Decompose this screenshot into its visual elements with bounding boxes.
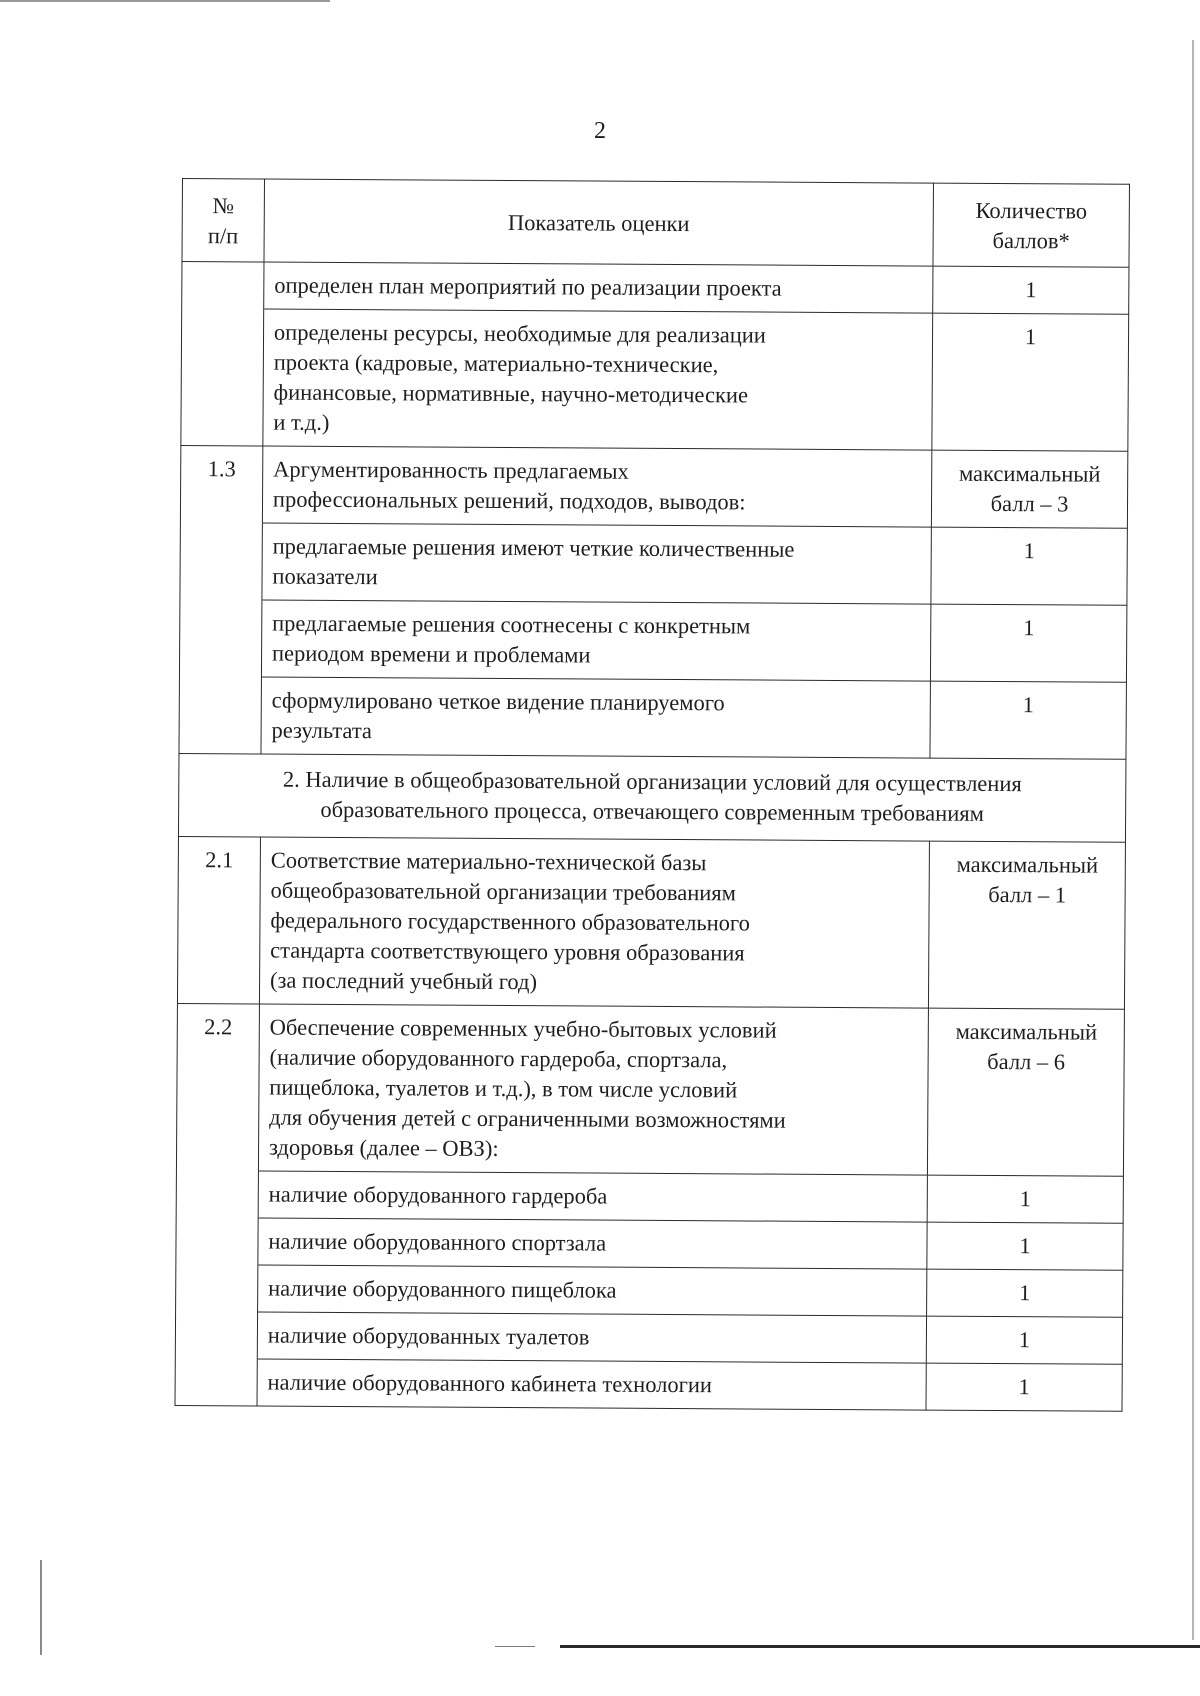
row-num: 2.1 [177, 836, 260, 1003]
table-row [176, 1217, 1123, 1270]
table-header-row [182, 179, 1129, 268]
row-indicator: Обеспечение современных учебно-бытовых условий (наличие оборудованного гардероба, спортзала, пищеблока, туалетов и т.д.), в том числе условий для обучения детей с ограниченными возможностями здоровья (далее – ОВЗ): [258, 1004, 928, 1175]
row-num [180, 522, 262, 599]
table-row [176, 1003, 1124, 1176]
scan-edge-bottom [560, 1645, 1200, 1648]
table-row [175, 1311, 1122, 1364]
table-row [180, 445, 1127, 528]
row-points: 1 [927, 1222, 1123, 1270]
row-points: 1 [932, 313, 1129, 451]
row-num [176, 1264, 258, 1311]
page-number: 2 [594, 118, 606, 144]
row-num [181, 309, 264, 446]
table-row [179, 599, 1126, 682]
table-row [181, 309, 1129, 452]
row-points: максимальный балл – 3 [931, 450, 1127, 528]
row-indicator: наличие оборудованных туалетов [257, 1312, 926, 1363]
row-indicator: сформулировано четкое видение планируемого результата [261, 677, 931, 758]
row-indicator: наличие оборудованного гардероба [258, 1171, 927, 1222]
table-row [176, 1170, 1123, 1223]
row-indicator: предлагаемые решения имеют четкие количественные показатели [262, 523, 932, 604]
section-row [178, 753, 1125, 842]
row-points: 1 [926, 1363, 1122, 1411]
scan-edge-left [40, 1560, 42, 1655]
header-num: № п/п [182, 179, 264, 262]
row-points: 1 [930, 681, 1126, 759]
row-indicator: наличие оборудованного пищеблока [257, 1265, 926, 1316]
table-row [179, 676, 1126, 759]
row-num [175, 1358, 257, 1405]
scan-edge-top [0, 0, 330, 2]
row-points: 1 [927, 1175, 1123, 1223]
row-num [176, 1217, 258, 1264]
row-indicator: наличие оборудованного кабинета технологии [257, 1359, 926, 1410]
table-row [177, 836, 1125, 1009]
header-indicator: Показатель оценки [264, 179, 934, 266]
scan-edge-bottom-short [495, 1646, 535, 1647]
row-num [175, 1311, 257, 1358]
row-indicator: Соответствие материально-технической базы общеобразовательной организации требованиям федерального государственного образовательного стандарта соответствующего уровня образования (за последний учебный год) [259, 837, 929, 1008]
table-row [180, 522, 1127, 605]
row-indicator: определены ресурсы, необходимые для реализации проекта (кадровые, материально-технические, финансовые, нормативные, научно-методические и т.д.) [263, 309, 933, 450]
table-row [182, 262, 1129, 315]
row-points: максимальный балл – 1 [929, 841, 1126, 1009]
row-num [182, 262, 264, 309]
row-points: максимальный балл – 6 [927, 1008, 1124, 1176]
header-points: Количество баллов* [933, 183, 1129, 267]
row-indicator: предлагаемые решения соотнесены с конкретным периодом времени и проблемами [261, 600, 931, 681]
row-points: 1 [931, 527, 1127, 605]
row-points: 1 [926, 1316, 1122, 1364]
row-points: 1 [933, 266, 1129, 314]
row-num: 1.3 [180, 445, 262, 522]
section-2-title: 2. Наличие в общеобразовательной организации условий для осуществления образовательного процесса, отвечающего современным требованиям [178, 753, 1125, 842]
row-indicator: определен план мероприятий по реализации проекта [264, 262, 933, 313]
row-indicator: наличие оборудованного спортзала [258, 1218, 927, 1269]
table-row [176, 1264, 1123, 1317]
row-num [176, 1170, 258, 1217]
table-row [175, 1358, 1122, 1411]
row-indicator: Аргументированность предлагаемых профессиональных решений, подходов, выводов: [262, 446, 932, 527]
row-num: 2.2 [176, 1003, 259, 1170]
scan-edge-right [1192, 40, 1194, 1640]
score-table [174, 178, 1129, 1412]
row-points: 1 [931, 604, 1127, 682]
row-num [179, 599, 261, 676]
row-points: 1 [927, 1269, 1123, 1317]
row-num [179, 676, 261, 753]
